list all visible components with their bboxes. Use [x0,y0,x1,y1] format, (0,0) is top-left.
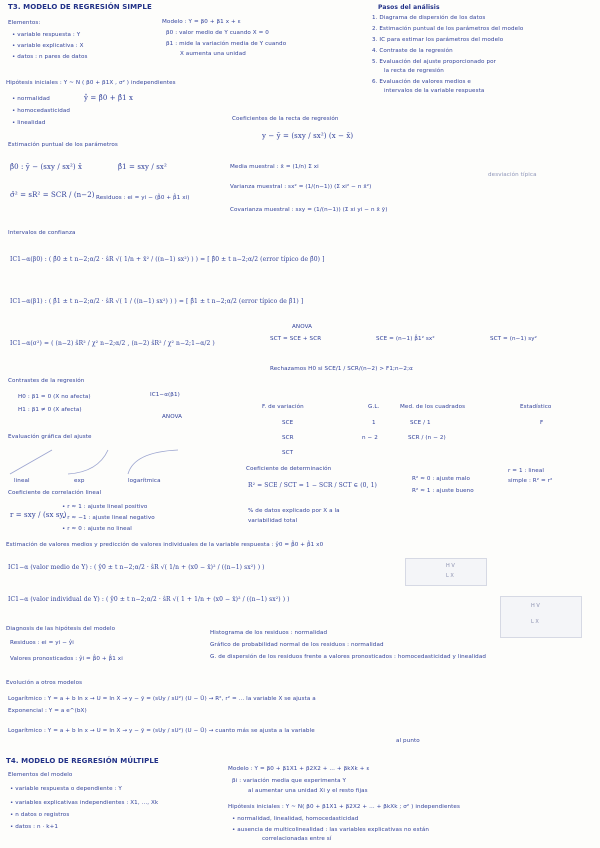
modelo-item: β1 : mide la variación media de Y cuando [166,41,287,47]
anova-title: ANOVA [292,324,313,330]
modelo-item: β0 : valor medio de Y cuando X = 0 [166,30,269,36]
anova-col-header: Estadístico [520,404,552,410]
contraste-heading: Contrastes de la regresión [8,378,85,384]
sketch-label: H V [446,563,455,569]
anova-col-header: Med. de los cuadrados [400,404,466,410]
contraste-h1: H1 : β1 ≠ 0 (X afecta) [18,407,82,413]
ic-b0: IC1−α(β0) : ( β̂0 ± t n−2;α/2 · ŝR √( 1/n + x̄² / ((n−1) sx²) ) ) = [ β̂0 ± t n−2;α/2 (error típico de β̂0) ] [10,256,325,263]
anova-cell: SCT [282,450,294,456]
correlacion-formula: r = sxy / (sx sy) [10,511,67,519]
hipotesis-model: ŷ = β̂0 + β̂1 x [84,94,134,102]
media-muestral: Media muestral : x̄ = (1/n) Σ xi [230,164,319,170]
anova-cell: F [540,420,544,426]
anova-cell: 1 [372,420,376,426]
intervalos-heading: Intervalos de confianza [8,230,76,236]
est-residuos: Residuos : ei = yi − (β̂0 + β̂1 xi) [96,195,190,201]
correlacion-item: • r ≈ 1 : ajuste lineal positivo [62,504,148,510]
prediccion-heading: Estimación de valores medios y predicción de valores individuales de la variable respuesta : ŷ0 = β̂0 + β̂1 x0 [6,542,324,548]
diagnosis-item: Histograma de los residuos : normalidad [210,630,328,636]
t4-elementos-item: • n datos o registros [10,812,70,818]
recta-formula: y − ȳ = (sxy / sx²) (x − x̄) [262,132,354,140]
otros-line: Logarítmico : Y = a + b ln x → U = ln X → y − ȳ = (sUy / sU²) (U − Ū) → cuanto más se ajusta a la variable [8,728,315,734]
desviacion-note: desviación típica [488,172,537,178]
determinacion-item: R² ≈ 1 : ajuste bueno [412,488,474,494]
anova-cell: SCR [282,435,294,441]
otros-heading: Evolución a otros modelos [6,680,83,686]
sketch-label: L X [446,573,454,579]
elementos-item: • datos : n pares de datos [12,54,88,60]
title-t4: T4. MODELO DE REGRESIÓN MÚLTIPLE [6,757,159,765]
ic-valor-medio: IC1−α (valor medio de Y) : ( ŷ0 ± t n−2;α/2 · ŝR √( 1/n + (x0 − x̄)² / ((n−1) sx²) ) ) [8,564,265,571]
otros-line: Logarítmico : Y = a + b ln x → U = ln X → y − ȳ = (sUy / sU²) (U − Ū) → R², r² = ... la variable X se ajusta a [8,696,316,702]
elementos-heading: Elementos: [8,20,41,26]
t4-modelo-item: βi : variación media que experimenta Y [232,778,347,784]
hipotesis-heading: Hipótesis iniciales : Y ~ N ( β0 + β1X , σ² ) independientes [6,80,176,86]
t4-elementos-heading: Elementos del modelo [8,772,73,778]
anova-cell: SCE / 1 [410,420,431,426]
curve-label: logarítmica [128,478,161,484]
hipotesis-item: • normalidad [12,96,50,102]
t4-modelo-item: al aumentar una unidad Xi y el resto fijas [248,788,368,794]
correlacion-item: • r ≈ 0 : ajuste no lineal [62,526,132,532]
anova-sce: SCE = (n−1) β̂1² sx² [376,336,435,342]
contraste-anova: ANOVA [162,414,183,420]
modelo-item: X aumenta una unidad [180,51,246,57]
t4-elementos-item: • variable respuesta o dependiente : Y [10,786,122,792]
otros-line: Exponencial : Y = a e^(bX) [8,708,87,714]
paso-item: intervalos de la variable respuesta [384,88,485,94]
paso-item: 2. Estimación puntual de los parámetros del modelo [372,26,524,32]
t4-elementos-item: • datos : n · k+1 [10,824,59,830]
hipotesis-item: • linealidad [12,120,46,126]
anova-identity: SCT = SCE + SCR [270,336,322,342]
anova-rechazo: Rechazamos H0 si SCE/1 / SCR/(n−2) > F1;n−2;α [270,366,413,372]
paso-item: 6. Evaluación de valores medios e [372,79,471,85]
curve-label: lineal [14,478,30,484]
t4-hipotesis: Hipótesis iniciales : Y ~ N( β0 + β1X1 + β2X2 + ... + βkXk ; σ² ) independientes [228,804,460,810]
diagnosis-item: G. de dispersión de los residuos frente a valores pronosticados : homocedasticidad y linealidad [210,654,486,660]
paso-item: la recta de regresión [384,68,444,74]
paso-item: 1. Diagrama de dispersión de los datos [372,15,486,21]
contraste-ic: IC1−α(β1) [150,392,180,398]
determinacion-heading: Coeficiente de determinación [246,466,332,472]
title-t3: T3. MODELO DE REGRESIÓN SIMPLE [8,3,152,11]
elementos-item: • variable respuesta : Y [12,32,81,38]
determinacion-note: simple : R² = r² [508,478,553,484]
t4-elementos-item: • variables explicativas independientes : X1, ..., Xk [10,800,159,806]
determinacion-note: r = 1 : lineal [508,468,545,474]
curve-log [128,450,178,474]
t4-hipotesis-item: • ausencia de multicolinealidad : las variables explicativas no están [232,827,430,833]
diagnosis-heading: Diagnosis de las hipótesis del modelo [6,626,116,632]
sketch-box [405,558,487,586]
anova-cell: n − 2 [362,435,378,441]
pasos-heading: Pasos del análisis [378,4,440,11]
curve-label: exp [74,478,85,484]
determinacion-note: variabilidad total [248,518,298,524]
varianza-muestral: Varianza muestral : sx² = (1/(n−1)) (Σ xi² − n x̄²) [230,184,372,190]
evaluacion-heading: Evaluación gráfica del ajuste [8,434,92,440]
anova-col-header: F. de variación [262,404,304,410]
modelo-line: Modelo : Y = β0 + β1 x + ε [162,19,241,25]
anova-cell: SCR / (n − 2) [408,435,446,441]
ic-b1: IC1−α(β1) : ( β̂1 ± t n−2;α/2 · ŝR √( 1 / ((n−1) sx²) ) ) = [ β̂1 ± t n−2;α/2 (error típico de β̂1) ] [10,298,304,305]
correlacion-item: • r ≈ −1 : ajuste lineal negativo [62,515,155,521]
anova-cell: SCE [282,420,294,426]
paso-item: 3. IC para estimar los parámetros del modelo [372,37,504,43]
anova-sct: SCT = (n−1) sy² [490,336,538,342]
ic-valor-individual: IC1−α (valor individual de Y) : ( ŷ0 ± t n−2;α/2 · ŝR √( 1 + 1/n + (x0 − x̄)² / ((n−1) sx²) ) ) [8,596,290,603]
sketch-label: L X [531,619,539,625]
est-var: σ̂² = sR² = SCR / (n−2) [10,191,95,199]
hipotesis-item: • homocedasticidad [12,108,71,114]
covarianza-muestral: Covarianza muestral : sxy = (1/(n−1)) (Σ xi yi − n x̄ ȳ) [230,207,388,213]
diagnosis-item: Gráfico de probabilidad normal de los residuos : normalidad [210,642,384,648]
estimacion-heading: Estimación puntual de los parámetros [8,142,118,148]
paso-item: 4. Contraste de la regresión [372,48,453,54]
ic-var: IC1−α(σ²) = ( (n−2) ŝR² / χ² n−2;α/2 , (n−2) ŝR² / χ² n−2;1−α/2 ) [10,340,215,347]
paso-item: 5. Evaluación del ajuste proporcionado por [372,59,497,65]
est-b1: β̂1 = sxy / sx² [118,163,167,171]
sketch-label: H V [531,603,540,609]
valores-pronosticados: Valores pronosticados : ŷi = β̂0 + β̂1 xi [10,656,123,662]
elementos-item: • variable explicativa : X [12,43,84,49]
determinacion-formula: R² = SCE / SCT = 1 − SCR / SCT ∈ (0, 1) [248,482,377,489]
residuos-line: Residuos : ei = yi − ŷi [10,640,74,646]
curve-lineal [10,450,52,474]
est-b0: β̂0 : ȳ − (sxy / sx²) x̄ [10,163,83,171]
curve-exp [68,450,108,474]
determinacion-note: % de datos explicado por X a la [248,508,340,514]
recta-heading: Coeficientes de la recta de regresión [232,116,339,122]
otros-line: al punto [396,738,420,744]
t4-modelo: Modelo : Y = β0 + β1X1 + β2X2 + ... + βkXk + ε [228,766,370,772]
t4-hipotesis-item: • normalidad, linealidad, homocedasticidad [232,816,359,822]
contraste-h0: H0 : β1 = 0 (X no afecta) [18,394,91,400]
determinacion-item: R² ≈ 0 : ajuste malo [412,476,471,482]
t4-hipotesis-item: correlacionadas entre sí [262,836,332,842]
correlacion-heading: Coeficiente de correlación lineal [8,490,102,496]
anova-col-header: G.L. [368,404,380,410]
ajuste-curves [8,446,208,476]
sketch-box [500,596,582,638]
